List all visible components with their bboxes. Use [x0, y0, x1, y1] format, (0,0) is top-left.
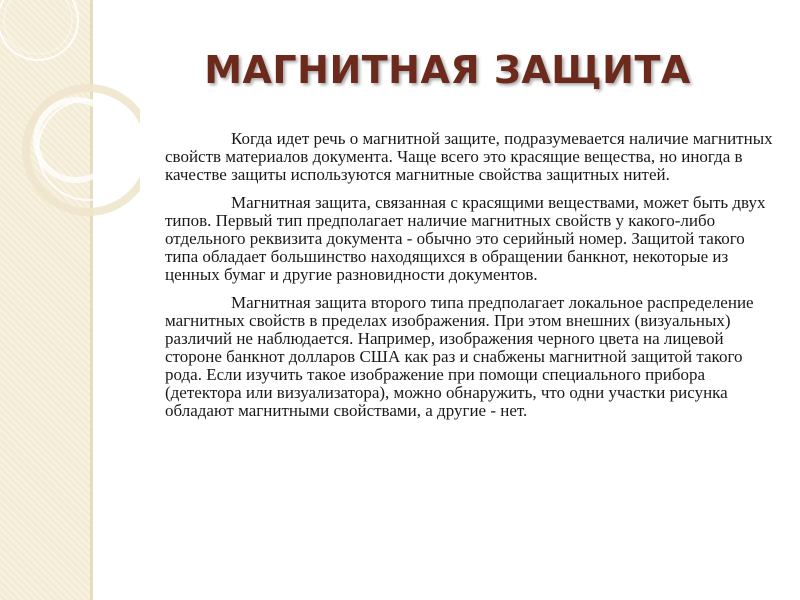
ring-middle-inner — [38, 100, 138, 200]
paragraph-type-two: Магнитная защита второго типа предполагает локальное распределение магнитных свойств в пределах изображения. При этом внешних (визуальных) различий не наблюдается. Например, изображения черного цвета на лицевой стороне банкнот долларов США как раз и снабжены магнитной защитой такого рода. Если изучить такое изображение при помощи специального прибора (детектора или визуализатора), можно обнаружить, что одни участки рисунка обладают магнитными свойствами, а другие - нет. — [165, 293, 754, 420]
ring-small — [36, 100, 116, 180]
paragraph-type-one: Магнитная защита, связанная с красящими веществами, может быть двух типов. Первый тип предполагает наличие магнитных свойств у какого-либо отдельного реквизита документа - обычно это серийный номер. Защитой такого типа обладает большинство находящихся в обращении банкнот, некоторые из ценных бумаг и другие разновидности документов. — [165, 193, 766, 284]
slide-body — [165, 130, 780, 430]
ring-middle — [26, 88, 140, 212]
slide-title: МАГНИТНАЯ ЗАЩИТА — [204, 48, 691, 92]
decorative-rings — [0, 0, 140, 260]
ring-top-inner — [4, 0, 72, 54]
paragraph-intro: Когда идет речь о магнитной защите, подразумевается наличие магнитных свойств материалов документа. Чаще всего это красящие вещества, но иногда в качестве защиты используются магнитные свойства защитных нитей. — [165, 129, 773, 184]
ring-top — [0, 0, 78, 60]
